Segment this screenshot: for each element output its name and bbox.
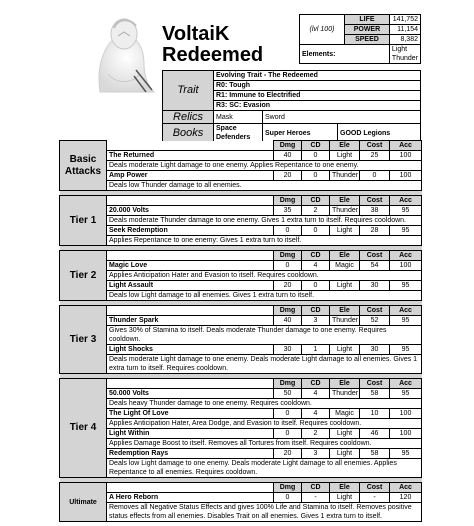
skill-acc: 95 xyxy=(390,345,422,355)
col-dmg: Dmg xyxy=(274,141,302,151)
col-cd: CD xyxy=(302,379,330,389)
stat-value-power: 11,154 xyxy=(389,25,420,35)
col-acc: Acc xyxy=(390,306,422,316)
skill-cost: 52 xyxy=(360,316,390,326)
skill-description: Applies Anticipation Hater and Evasion to itself. Requires cooldown. xyxy=(107,271,422,281)
skill-dmg: 20 xyxy=(274,449,302,459)
col-ele: Ele xyxy=(330,306,360,316)
stat-label-speed: SPEED xyxy=(344,35,389,45)
col-cost: Cost xyxy=(360,379,390,389)
col-cost: Cost xyxy=(360,483,390,493)
skill-cd: 4 xyxy=(302,409,330,419)
section-label-tier1: Tier 1 xyxy=(60,196,107,246)
skill-acc: 100 xyxy=(390,429,422,439)
skill-acc: 95 xyxy=(390,316,422,326)
skill-cost: 30 xyxy=(360,281,390,291)
col-cd: CD xyxy=(302,141,330,151)
skill-name: The Light Of Love xyxy=(107,409,274,419)
trait-line-0: R0: Tough xyxy=(214,81,421,91)
skills-table xyxy=(59,140,422,522)
col-cd: CD xyxy=(302,251,330,261)
skill-cd: 0 xyxy=(302,281,330,291)
skill-acc: 100 xyxy=(390,171,422,181)
skill-ele: Light xyxy=(330,345,360,355)
skill-row xyxy=(60,281,422,291)
skill-ele: Light xyxy=(330,151,360,161)
col-acc: Acc xyxy=(390,251,422,261)
skill-ele: Light xyxy=(330,449,360,459)
col-acc: Acc xyxy=(390,379,422,389)
skill-description: Deals moderate Thunder damage to one enemy. Gives 1 extra turn to itself. Requires cooldown. xyxy=(107,216,422,226)
col-acc: Acc xyxy=(390,141,422,151)
section-label-tier2: Tier 2 xyxy=(60,251,107,301)
column-header-row xyxy=(60,196,422,206)
skill-cost: 46 xyxy=(360,429,390,439)
skill-cost: 10 xyxy=(360,409,390,419)
skill-acc: 100 xyxy=(390,409,422,419)
trait-label: Trait xyxy=(163,71,214,111)
skill-row xyxy=(60,493,422,503)
skill-description: Gives 30% of Stamina to itself. Deals moderate Thunder damage to one enemy. Requires cooldown. xyxy=(107,326,422,345)
col-dmg: Dmg xyxy=(274,251,302,261)
book-1: Super Heroes xyxy=(263,124,338,143)
skill-cd: 0 xyxy=(302,226,330,236)
relic-1: Sword xyxy=(263,111,421,124)
skill-row xyxy=(60,345,422,355)
skill-cd: 4 xyxy=(302,261,330,271)
skill-cost: 30 xyxy=(360,345,390,355)
info-table xyxy=(162,70,421,143)
skill-acc: 100 xyxy=(390,151,422,161)
character-name-line1: VoltaiK xyxy=(162,23,230,45)
skill-cd: 0 xyxy=(302,171,330,181)
col-ele: Ele xyxy=(330,251,360,261)
section-label-tier3: Tier 3 xyxy=(60,306,107,374)
skill-cost: - xyxy=(360,493,390,503)
col-acc: Acc xyxy=(390,483,422,493)
skill-cost: 28 xyxy=(360,226,390,236)
skill-acc: 95 xyxy=(390,389,422,399)
skill-description: Deals moderate Light damage to one enemy. Applies Repentance to one enemy. xyxy=(107,161,422,171)
skill-ele: Thunder xyxy=(330,316,360,326)
col-cd: CD xyxy=(302,196,330,206)
skill-ele: Magic xyxy=(330,261,360,271)
section-label-ultimate: Ultimate xyxy=(60,483,107,522)
col-cost: Cost xyxy=(360,306,390,316)
skill-cost: 58 xyxy=(360,389,390,399)
skill-cd: 4 xyxy=(302,389,330,399)
skill-ele: Light xyxy=(330,493,360,503)
skill-name: A Hero Reborn xyxy=(107,493,274,503)
section-label-tier4: Tier 4 xyxy=(60,379,107,478)
skill-row xyxy=(60,449,422,459)
skill-cd: - xyxy=(302,493,330,503)
skill-description: Applies Damage Boost to itself. Removes all Tortures from itself. Requires cooldown. xyxy=(107,439,422,449)
skill-name: 20.000 Volts xyxy=(107,206,274,216)
skill-row xyxy=(60,171,422,181)
skill-cd: 2 xyxy=(302,429,330,439)
skill-row xyxy=(60,226,422,236)
skill-cost: 0 xyxy=(360,171,390,181)
column-header-row xyxy=(60,379,422,389)
skill-name: Light Assault xyxy=(107,281,274,291)
skill-row xyxy=(60,389,422,399)
skill-cd: 2 xyxy=(302,206,330,216)
col-cd: CD xyxy=(302,306,330,316)
character-portrait xyxy=(78,14,166,94)
skill-name: Amp Power xyxy=(107,171,274,181)
skill-cd: 0 xyxy=(302,151,330,161)
elements-label: Elements: xyxy=(300,45,390,64)
skill-dmg: 20 xyxy=(274,171,302,181)
skill-name: The Returned xyxy=(107,151,274,161)
skill-dmg: 0 xyxy=(274,409,302,419)
skill-dmg: 0 xyxy=(274,493,302,503)
col-acc: Acc xyxy=(390,196,422,206)
skill-cost: 25 xyxy=(360,151,390,161)
trait-line-1: R1: Immune to Electrified xyxy=(214,91,421,101)
skill-acc: 100 xyxy=(390,261,422,271)
col-dmg: Dmg xyxy=(274,306,302,316)
skill-description: Applies Anticipation Hater, Area Dodge, and Evasion to itself. Requires cooldown. xyxy=(107,419,422,429)
column-header-row xyxy=(60,141,422,151)
skill-cd: 3 xyxy=(302,316,330,326)
col-ele: Ele xyxy=(330,141,360,151)
trait-title: Evolving Trait - The Redeemed xyxy=(214,71,421,81)
skill-ele: Magic xyxy=(330,409,360,419)
skill-acc: 95 xyxy=(390,281,422,291)
skill-acc: 120 xyxy=(390,493,422,503)
relic-0: Mask xyxy=(214,111,263,124)
skill-row xyxy=(60,261,422,271)
book-0: Space Defenders xyxy=(214,124,263,143)
stats-table xyxy=(299,14,421,64)
column-header-row xyxy=(60,483,422,493)
col-ele: Ele xyxy=(330,196,360,206)
skill-cd: 3 xyxy=(302,449,330,459)
stat-value-life: 141,752 xyxy=(389,15,420,25)
skill-description: Deals low Light damage to all enemies. Gives 1 extra turn to itself. xyxy=(107,291,422,301)
skill-acc: 95 xyxy=(390,206,422,216)
skill-description: Applies Repentance to one enemy: Gives 1 extra turn to itself. xyxy=(107,236,422,246)
skill-description: Deals low Light damage to one enemy. Deals moderate Light damage to all enemies. Applies Repentance to all enemies. Requires cooldown. xyxy=(107,459,422,478)
character-level: (lvl 100) xyxy=(300,15,345,45)
skill-cd: 1 xyxy=(302,345,330,355)
skill-description: Deals moderate Light damage to one enemy. Deals moderate Light damage to all enemies. Gives 1 extra turn to itself. Requires cooldown. xyxy=(107,355,422,374)
skill-name: Magic Love xyxy=(107,261,274,271)
skill-ele: Light xyxy=(330,226,360,236)
stat-label-life: LIFE xyxy=(344,15,389,25)
skill-cost: 58 xyxy=(360,449,390,459)
skill-name: Light Shocks xyxy=(107,345,274,355)
col-ele: Ele xyxy=(330,483,360,493)
skill-dmg: 50 xyxy=(274,389,302,399)
skill-name: 50.000 Volts xyxy=(107,389,274,399)
col-cost: Cost xyxy=(360,196,390,206)
column-header-row xyxy=(60,306,422,316)
skill-row xyxy=(60,316,422,326)
books-label: Books xyxy=(163,124,214,143)
stat-label-power: POWER xyxy=(344,25,389,35)
character-name-line2: Redeemed xyxy=(162,44,264,66)
character-name xyxy=(162,24,263,66)
skill-row xyxy=(60,206,422,216)
skill-ele: Thunder xyxy=(330,206,360,216)
skill-name: Thunder Spark xyxy=(107,316,274,326)
col-ele: Ele xyxy=(330,379,360,389)
column-header-row xyxy=(60,251,422,261)
stat-value-speed: 8,382 xyxy=(389,35,420,45)
elements-value: Light Thunder xyxy=(389,45,420,64)
skill-dmg: 0 xyxy=(274,429,302,439)
skill-name: Seek Redemption xyxy=(107,226,274,236)
skill-dmg: 40 xyxy=(274,316,302,326)
book-2: GOOD Legions xyxy=(338,124,421,143)
skill-ele: Light xyxy=(330,281,360,291)
col-cost: Cost xyxy=(360,141,390,151)
col-dmg: Dmg xyxy=(274,483,302,493)
skill-acc: 95 xyxy=(390,226,422,236)
skill-ele: Thunder xyxy=(330,171,360,181)
skill-name: Light Within xyxy=(107,429,274,439)
col-dmg: Dmg xyxy=(274,379,302,389)
skill-row xyxy=(60,151,422,161)
col-cd: CD xyxy=(302,483,330,493)
skill-description: Removes all Negative Status Effects and gives 100% Life and Stamina to itself. Removes positive status effects from all enemies. Disables Trait on all enemies. Gives 1 extra turn to itself. xyxy=(107,503,422,522)
skill-row xyxy=(60,409,422,419)
skill-row xyxy=(60,429,422,439)
skill-dmg: 0 xyxy=(274,261,302,271)
col-cost: Cost xyxy=(360,251,390,261)
skill-ele: Thunder xyxy=(330,389,360,399)
relics-label: Relics xyxy=(163,111,214,124)
section-label-basic: Basic Attacks xyxy=(60,141,107,191)
skill-dmg: 20 xyxy=(274,281,302,291)
skill-dmg: 30 xyxy=(274,345,302,355)
skill-dmg: 35 xyxy=(274,206,302,216)
skill-acc: 95 xyxy=(390,449,422,459)
col-dmg: Dmg xyxy=(274,196,302,206)
skill-dmg: 40 xyxy=(274,151,302,161)
skill-dmg: 0 xyxy=(274,226,302,236)
skill-name: Redemption Rays xyxy=(107,449,274,459)
trait-line-2: R3: SC: Evasion xyxy=(214,101,421,111)
skill-cost: 54 xyxy=(360,261,390,271)
skill-description: Deals heavy Thunder damage to one enemy. Requires cooldown. xyxy=(107,399,422,409)
skill-ele: Light xyxy=(330,429,360,439)
skill-description: Deals low Thunder damage to all enemies. xyxy=(107,181,422,191)
skill-cost: 38 xyxy=(360,206,390,216)
